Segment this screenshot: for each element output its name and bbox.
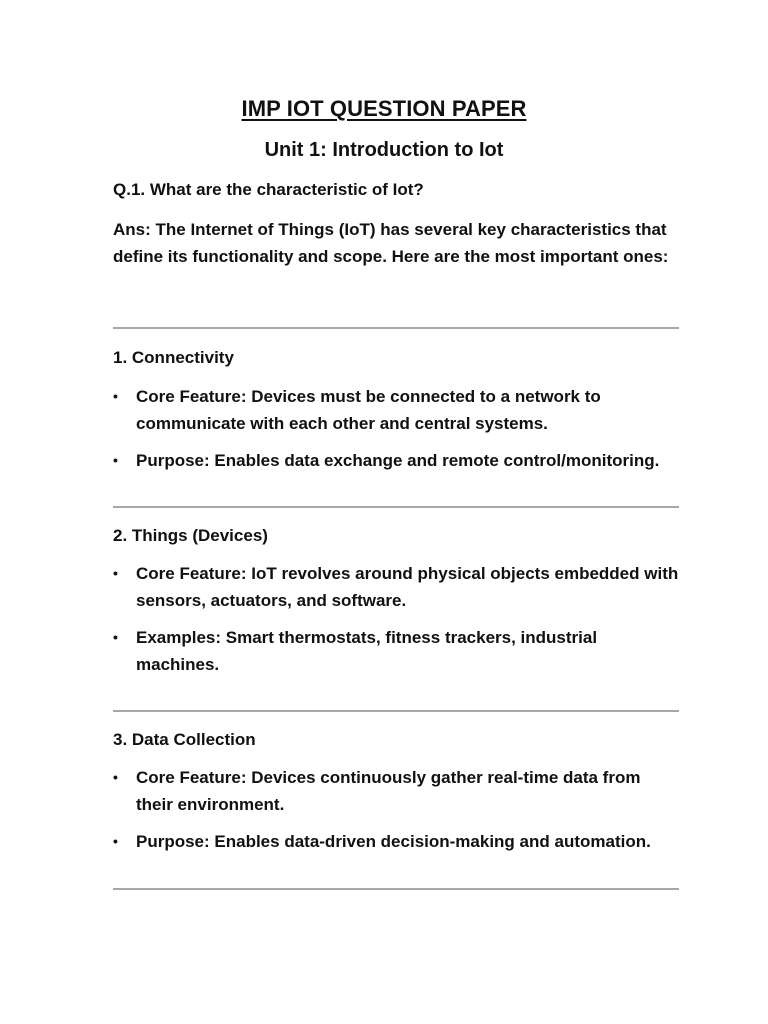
list-item [113, 447, 681, 474]
bullet-icon: • [113, 565, 118, 581]
document-title: IMP IOT QUESTION PAPER [241, 96, 527, 121]
list-item [113, 764, 681, 818]
section-divider [113, 888, 679, 890]
bullet-icon: • [113, 388, 118, 404]
section-divider [113, 710, 679, 712]
section-divider [113, 506, 679, 508]
list-item-text: Core Feature: IoT revolves around physical objects embedded with sensors, actuators, and software. [136, 564, 679, 610]
list-item [113, 624, 681, 678]
bullet-icon: • [113, 769, 118, 785]
section-bullets-things [113, 560, 681, 688]
section-bullets-connectivity [113, 383, 681, 484]
section-heading-connectivity: 1. Connectivity [113, 348, 234, 367]
section-heading-things: 2. Things (Devices) [113, 526, 268, 545]
question-text: Q.1. What are the characteristic of Iot? [113, 180, 424, 199]
list-item [113, 560, 681, 614]
list-item-text: Purpose: Enables data exchange and remote control/monitoring. [136, 451, 660, 470]
bullet-icon: • [113, 833, 118, 849]
section-divider [113, 327, 679, 329]
list-item-text: Core Feature: Devices continuously gather real-time data from their environment. [136, 768, 641, 814]
section-bullets-data-collection [113, 764, 681, 865]
bullet-icon: • [113, 452, 118, 468]
unit-title: Unit 1: Introduction to Iot [264, 139, 504, 161]
answer-text: Ans: The Internet of Things (IoT) has several key characteristics that define its functionality and scope. Here are the most important ones: [113, 220, 669, 266]
section-heading-data-collection: 3. Data Collection [113, 730, 256, 749]
list-item-text: Examples: Smart thermostats, fitness trackers, industrial machines. [136, 628, 598, 674]
bullet-icon: • [113, 629, 118, 645]
list-item-text: Core Feature: Devices must be connected to a network to communicate with each other and central systems. [136, 387, 601, 433]
list-item [113, 828, 681, 855]
list-item-text: Purpose: Enables data-driven decision-making and automation. [136, 832, 651, 851]
list-item [113, 383, 681, 437]
